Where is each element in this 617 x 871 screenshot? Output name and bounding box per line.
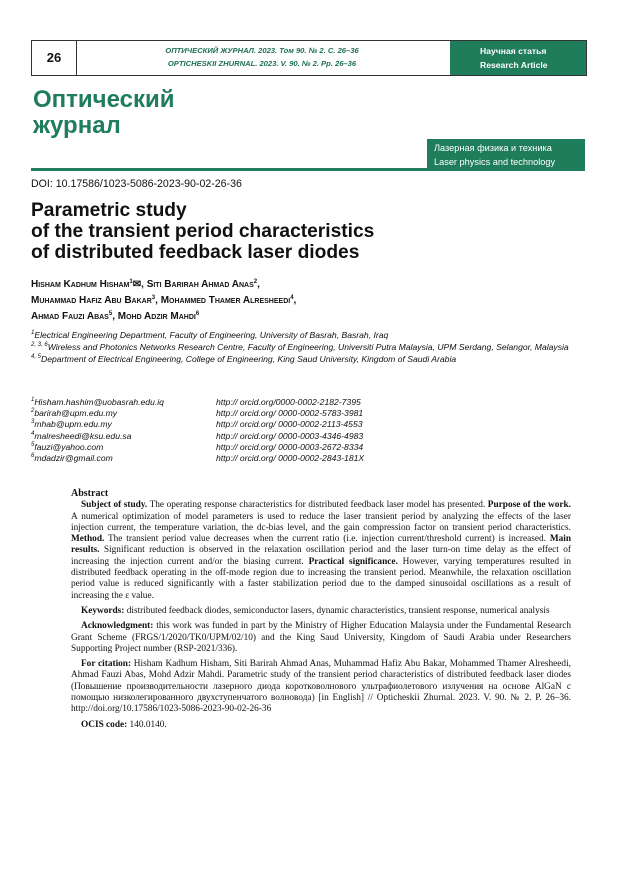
article-type-en: Research Article [480, 60, 548, 70]
article-type-ru: Научная статья [480, 46, 547, 56]
author-list [31, 277, 591, 325]
abstract-heading: Abstract [71, 488, 109, 499]
affiliations [31, 330, 591, 366]
author: Muhammad Hafiz Abu Bakar$^3$, [31, 295, 161, 306]
header-divider [31, 168, 585, 171]
journal-citation-line [76, 44, 448, 70]
orcid-link[interactable]: http:// orcid.org/ 0000-0002-2113-4553 [216, 419, 363, 430]
email-link[interactable]: $^6$mdadzir@gmail.com [31, 452, 113, 463]
section-label [427, 139, 585, 170]
abstract-block [71, 488, 571, 735]
abstract-text: Subject of study. The operating response characteristics for distributed feedback laser model has presented. Purpose of the work. A numerical optimization of model parameters is used to reduce the laser transient period by analyzing the effects of the laser injection current, the temperature variation, the dc-bias level, and the gain compression factor on transient period characteristics. Method. The transient period value decreases when the current ratio (i.e. injection current/threshold current) is increased. Main results. Significant reduction is observed in the relaxation oscillation period and the laser turn-on time delay as the effect of increasing the injection current and/or the biasing current. Practical significance. However, varying temperatures resulted in distributed feedback operating in the off-mode region due to increasing the transient period. Meanwhile, the relaxation oscillation period value is reduced significantly with a faster stabilization period due to the damped sinusoidal oscillations as a result of increasing the ε value. [71, 500, 572, 601]
logo-line-1: Оптический [33, 86, 175, 113]
journal-line-en: OPTICHESKII ZHURNAL. 2023. V. 90. № 2. Pp. 26–36 [167, 59, 357, 68]
contact-row [31, 419, 591, 430]
orcid-link[interactable]: http:// orcid.org/ 0000-0002-2843-181X [216, 452, 365, 463]
journal-line-ru: ОПТИЧЕСКИЙ ЖУРНАЛ. 2023. Том 90. № 2. С. 26–36 [165, 46, 359, 55]
title-line: of distributed feedback laser diodes [31, 242, 360, 263]
contact-row [31, 431, 591, 442]
orcid-link[interactable]: http:// orcid.org/ 0000-0003-2672-8334 [216, 441, 364, 452]
affiliation: $^{2, 3, 6}$Wireless and Photonics Networks Research Centre, Faculty of Engineering, Universiti Putra Malaysia, UPM Serdang, Selangor, Malaysia [31, 342, 569, 352]
orcid-link[interactable]: http:// orcid.org/ 0000-0003-4346-4983 [216, 430, 364, 441]
doi[interactable]: DOI: 10.17586/1023-5086-2023-90-02-26-36 [31, 178, 242, 190]
email-link[interactable]: $^2$barirah@upm.edu.my [31, 408, 118, 419]
title-line: Parametric study [31, 200, 187, 221]
contact-list [31, 397, 591, 464]
orcid-link[interactable]: http:// orcid.org/ 0000-0002-5783-3981 [216, 408, 364, 419]
contact-row [31, 408, 591, 419]
citation: For citation: Hisham Kadhum Hisham, Siti Barirah Ahmad Anas, Muhammad Hafiz Abu Bakar, Mohammed Thamer Alresheedi, Ahmad Fauzi Abas, Mohd Adzir Mahdi. Parametric study of the transient period characteristics of distributed feedback laser diodes (Повышение производительности лазерного диода коротковолнового ультрафиолетового излучения на основе AlGaN с помощью низколегированного двухступенчатого волновода) [in English] // Opticheskii Zhurnal. 2023. V. 90. № 2. P. 26–36. http://doi.org/10.17586/1023-5086-2023-90-02-26-36 [71, 659, 571, 715]
author: Ahmad Fauzi Abas$^5$, [31, 311, 118, 322]
section-ru: Лазерная физика и техника [434, 143, 552, 153]
keywords: Keywords: distributed feedback diodes, semiconductor lasers, dynamic characteristics, transient response, numerical analysis [81, 605, 550, 616]
acknowledgment: Acknowledgment: this work was funded in part by the Ministry of Higher Education Malaysia under the Fundamental Research Grant Scheme (FRGS/1/2020/TK0/UPM/02/10) and the King Saud University, Kingdom of Saudi Arabia under Researchers Supporting Project number (RSP-2021/336). [71, 621, 571, 654]
contact-row [31, 453, 591, 464]
ocis-code: OCIS code: 140.0140. [81, 719, 167, 730]
author: Mohammed Thamer Alresheedi$^4$, [160, 295, 297, 306]
author: Hisham Kadhum Hisham$^1$✉, [31, 279, 147, 290]
title-line: of the transient period characteristics [31, 221, 375, 242]
article-title [31, 200, 551, 263]
journal-header [31, 40, 587, 76]
section-en: Laser physics and technology [434, 157, 556, 167]
page-number: 26 [32, 41, 77, 75]
author: Siti Barirah Ahmad Anas$^2$, [146, 279, 260, 290]
journal-logo [33, 87, 175, 139]
email-link[interactable]: $^5$fauzi@yahoo.com [31, 441, 104, 452]
email-link[interactable]: $^1$Hisham.hashim@uobasrah.edu.iq [31, 397, 164, 407]
affiliation: $^{4, 5}$Department of Electrical Engineering, College of Engineering, King Saud University, Kingdom of Saudi Arabia [31, 354, 457, 364]
contact-row [31, 442, 591, 453]
contact-row [31, 397, 591, 408]
affiliation: $^1$Electrical Engineering Department, Faculty of Engineering, University of Basrah, Basrah, Iraq [31, 330, 389, 340]
logo-line-2: журнал [33, 112, 121, 139]
orcid-link[interactable]: http:// orcid.org/0000-0002-2182-7395 [216, 397, 361, 407]
article-type-box [450, 41, 586, 75]
email-link[interactable]: $^3$mhab@upm.edu.my [31, 419, 112, 430]
author: Mohd Adzir Mahdi$^6$ [117, 311, 200, 322]
email-link[interactable]: $^4$malresheedi@ksu.edu.sa [31, 430, 132, 441]
mail-icon[interactable]: ✉ [132, 279, 142, 290]
